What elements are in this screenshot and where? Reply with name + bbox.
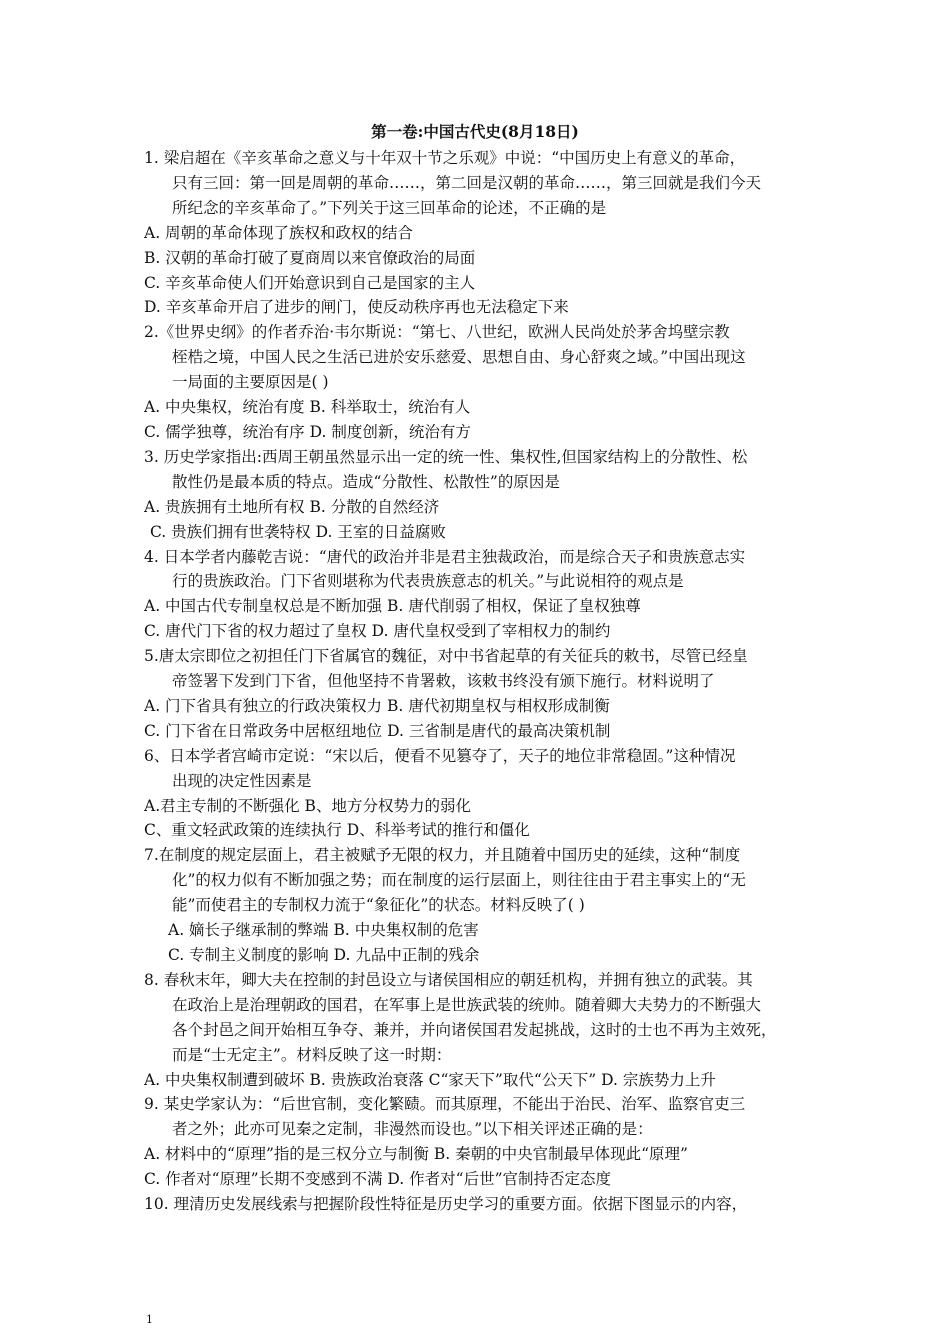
question-10-stem: 10. 理清历史发展线索与把握阶段性特征是历史学习的重要方面。依据下图显示的内容，	[144, 1195, 748, 1214]
question-8-stem: 8. 春秋末年，卿大夫在控制的封邑设立与诸侯国相应的朝廷机构，并拥有独立的武装。其	[144, 970, 753, 989]
question-5-options-cd: C. 门下省在日常政务中居枢纽地位 D. 三省制是唐代的最高决策机制	[144, 721, 611, 740]
question-1-option-c: C. 辛亥革命使人们开始意识到自己是国家的主人	[144, 273, 476, 292]
question-3-stem: 3. 历史学家指出:西周王朝虽然显示出一定的统一性、集权性,但国家结构上的分散性、松	[144, 447, 748, 466]
question-6-stem-cont: 出现的决定性因素是	[172, 771, 312, 790]
question-6-options-cd: C、重文轻武政策的连续执行 D、科举考试的推行和僵化	[144, 821, 530, 840]
question-2-stem: 2.《世界史纲》的作者乔治·韦尔斯说：“第七、八世纪，欧洲人民尚处於茅舍坞壁宗教	[144, 323, 730, 342]
question-6-options-ab: A.君主专制的不断强化 B、地方分权势力的弱化	[144, 796, 471, 815]
question-9-stem: 9. 某史学家认为：“后世官制，变化繁赜。而其原理，不能出于治民、治军、监察官吏三	[144, 1095, 746, 1114]
question-9-stem-cont: 者之外；此亦可见秦之定制，非漫然而设也。”以下相关评述正确的是：	[172, 1120, 653, 1139]
question-7-options-cd: C. 专制主义制度的影响 D. 九品中正制的残余	[168, 946, 480, 964]
question-8-stem-cont: 各个封邑之间开始相互争夺、兼并，并向诸侯国君发起挑战，这时的士也不再为主效死，	[172, 1020, 777, 1039]
question-1-stem: 1. 梁启超在《辛亥革命之意义与十年双十节之乐观》中说：“中国历史上有意义的革命，	[144, 149, 746, 167]
question-8-options: A. 中央集权制遭到破坏 B. 贵族政治衰落 C“家天下”取代“公天下” D. 宗族势力上升	[144, 1070, 716, 1089]
question-1-stem-cont: 所纪念的辛亥革命了。”下列关于这三回革命的论述，不正确的是	[172, 198, 607, 217]
page-number: 1	[146, 1313, 153, 1326]
question-2-stem-cont: 一局面的主要原因是( )	[172, 373, 329, 392]
question-3-stem-cont: 散性仍是最本质的特点。造成“分散性、松散性”的原因是	[172, 472, 560, 491]
question-6-stem: 6、日本学者宫崎市定说：“宋以后，便看不见篡夺了，天子的地位非常稳固。”这种情况	[144, 746, 736, 765]
question-1-stem-cont: 只有三回：第一回是周朝的革命……，第二回是汉朝的革命……，第三回就是我们今天	[172, 173, 762, 192]
question-2-options-ab: A. 中央集权，统治有度 B. 科举取士，统治有人	[144, 398, 471, 417]
question-9-options-cd: C. 作者对“原理”长期不变感到不满 D. 作者对“后世”官制持否定态度	[144, 1170, 612, 1189]
question-4-options-ab: A. 中国古代专制皇权总是不断加强 B. 唐代削弱了相权，保证了皇权独尊	[144, 597, 641, 616]
question-8-stem-cont: 而是“士无定主”。材料反映了这一时期：	[172, 1045, 452, 1064]
question-7-stem-cont: 能”而使君主的专制权力流于“象征化”的状态。材料反映了( )	[172, 896, 585, 915]
question-7-options-ab: A. 嫡长子继承制的弊端 B. 中央集权制的危害	[168, 921, 479, 940]
question-4-options-cd: C. 唐代门下省的权力超过了皇权 D. 唐代皇权受到了宰相权力的制约	[144, 622, 611, 641]
question-2-stem-cont: 桎梏之境，中国人民之生活已进於安乐慈爱、思想自由、身心舒爽之域。”中国出现这	[172, 348, 746, 367]
question-body	[144, 146, 824, 1217]
question-1-option-d: D. 辛亥革命开启了进步的闸门，使反动秩序再也无法稳定下来	[144, 298, 569, 317]
question-4-stem: 4. 日本学者内藤乾吉说：“唐代的政治并非是君主独裁政治，而是综合天子和贵族意志实	[144, 547, 746, 566]
question-8-stem-cont: 在政治上是治理朝政的国君，在军事上是世族武装的统帅。随着卿大夫势力的不断强大	[172, 995, 762, 1014]
question-1-option-a: A. 周朝的革命体现了族权和政权的结合	[144, 223, 414, 242]
question-2-options-cd: C. 儒学独尊，统治有序 D. 制度创新，统治有方	[144, 422, 471, 441]
question-1-option-b: B. 汉朝的革命打破了夏商周以来官僚政治的局面	[144, 248, 476, 267]
question-5-stem: 5.唐太宗即位之初担任门下省属官的魏征，对中书省起草的有关征兵的敕书，尽管已经皇	[144, 647, 748, 666]
question-5-options-ab: A. 门下省具有独立的行政决策权力 B. 唐代初期皇权与相权形成制衡	[144, 696, 610, 715]
question-5-stem-cont: 帝签署下发到门下省，但他坚持不肯署敕，该敕书终没有颁下施行。材料说明了	[172, 672, 715, 691]
question-3-options-ab: A. 贵族拥有土地所有权 B. 分散的自然经济	[144, 497, 440, 516]
question-9-options-ab: A. 材料中的“原理”指的是三权分立与制衡 B. 秦朝的中央官制最早体现此“原理”	[144, 1145, 688, 1164]
question-7-stem: 7.在制度的规定层面上，君主被赋予无限的权力，并且随着中国历史的延续，这种“制度	[144, 846, 741, 865]
question-4-stem-cont: 行的贵族政治。门下省则堪称为代表贵族意志的机关。”与此说相符的观点是	[172, 572, 684, 591]
question-7-stem-cont: 化”的权力似有不断加强之势；而在制度的运行层面上，则往往由于君主事实上的“无	[172, 871, 746, 890]
page-title: 第一卷:中国古代史(8月18日)	[371, 122, 579, 141]
question-3-options-cd: C. 贵族们拥有世袭特权 D. 王室的日益腐败	[150, 522, 446, 541]
